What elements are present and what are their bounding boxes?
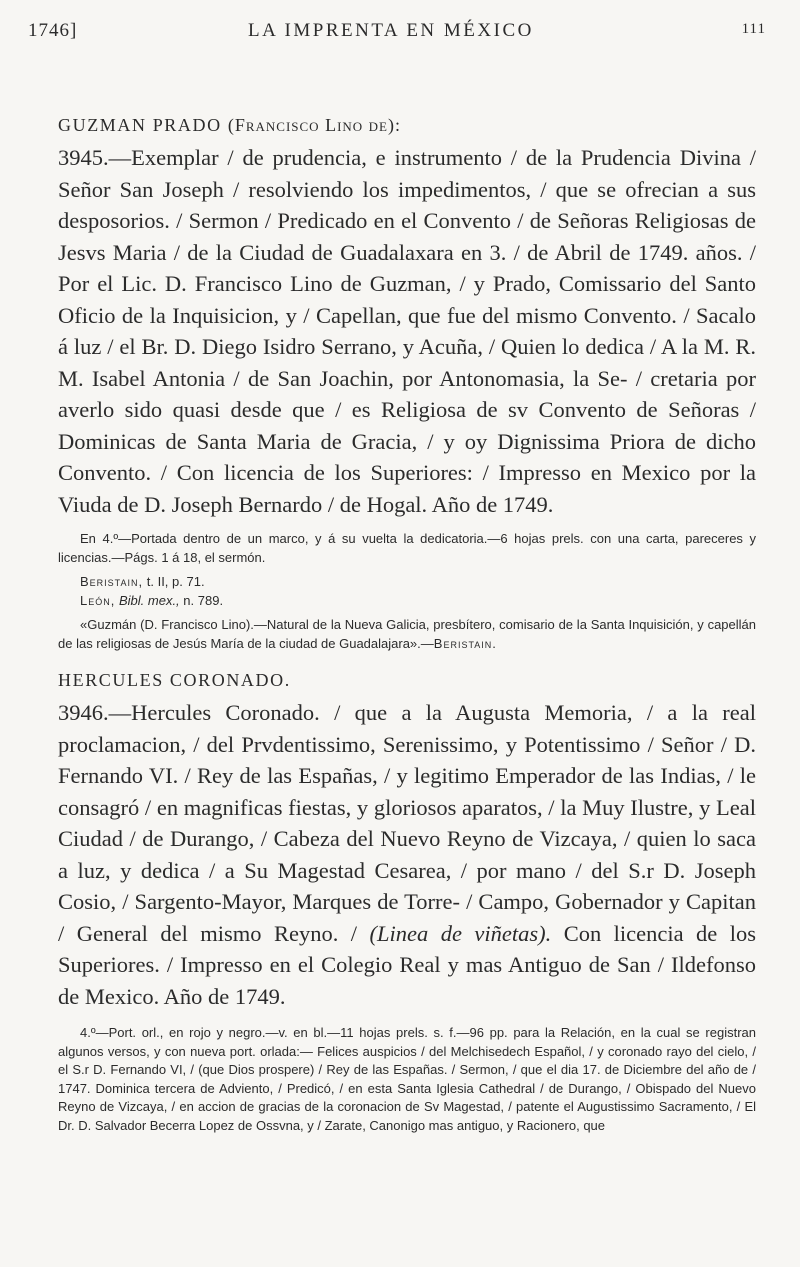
running-head <box>28 20 766 50</box>
biographical-source: Beristain. <box>433 635 497 651</box>
page-content <box>58 112 756 1135</box>
page-number: 111 <box>741 21 766 37</box>
biographical-quote: «Guzmán (D. Francisco Lino).—Natural de la Nueva Galicia, presbítero, comisario de la Santa Inquisición, y capellán de las religiosas de Jesús María de la ciudad de Guadalajara».— <box>58 617 756 651</box>
reference-author: León, <box>80 592 116 608</box>
entry-description <box>58 697 756 1012</box>
page-year: 1746] <box>28 20 78 41</box>
entry-description-ornament: (Linea de viñetas). <box>369 920 552 946</box>
author-name: GUZMAN PRADO <box>58 115 222 135</box>
biographical-note <box>58 616 756 653</box>
bibliographic-note: En 4.º—Portada dentro de un marco, y á su vuelta la dedicatoria.—6 hojas prels. con una carta, pareceres y licencias.—Págs. 1 á 18, el sermón. <box>58 531 756 565</box>
entry-description: 3945.—Exemplar / de prudencia, e instrumento / de la Prudencia Divina / Señor San Joseph / resolviendo los impedimentos, / que se ofrecian a sus desposorios. / Sermon / Predicado en el Convento / de Señoras Religiosas de Jesvs Maria / de la Ciudad de Guadalaxara en 3. / de Abril de 1749. años. / Por el Lic. D. Francisco Lino de Guzman, / y Prado, Comissario del Santo Oficio de la Inquisicion, y / Capellan, que fue del mismo Convento. / Sacalo á luz / el Br. D. Diego Isidro Serrano, y Acuña, / Quien lo dedica / A la M. R. M. Isabel Antonia / de San Joachin, por Antonomasia, la Se- / cretaria por averlo sido quasi desde que / es Religiosa de sv Convento de Señoras / Dominicas de Santa Maria de Gracia, / y oy Dignissima Priora de dicho Convento. / Con licencia de los Superiores: / Impresso en Mexico por la Viuda de D. Joseph Bernardo / de Hogal. Año de 1749. <box>58 145 756 517</box>
entry-heading <box>58 667 756 693</box>
reference-author: Beristain, <box>80 574 144 589</box>
bibliographic-note: 4.º—Port. orl., en rojo y negro.—v. en bl.—11 hojas prels. s. f.—96 pp. para la Relación, en la cual se registran algunos versos, y con nueva port. orlada:— Felices auspicios / del Melchisedech Español, / y coronado rayo del cielo, / el S.r D. Fernando VI, / (que Dios prospere) / Rey de las Españas. / Sermon, / que el dia 17. de Diciembre del año de / 1747. Dominica tercera de Adviento, / Predicó, / en esta Santa Iglesia Cathedral / de Durango, / Obispado del Nuevo Reyno de Vizcaya, / en accion de gracias de la coronacion de Sv Magestad, / patente el Augustissimo Sacramento, / El Dr. D. Salvador Becerra Lopez de Ossvna, y / Zarate, Canonigo mas antiguo, y Racionero, que <box>58 1025 756 1133</box>
entry-title-heading: HERCULES CORONADO. <box>58 670 291 690</box>
entry-description-start: 3946.—Hercules Coronado. / que a la Augusta Memoria, / a la real proclamacion, / del Prvdentissimo, Serenissimo, y Potentissimo / Señor / D. Fernando VI. / Rey de las Españas, / y legitimo Emperador de las Indias, / le consagró / en magnificas fiestas, y gloriosos aparatos, / la Muy Ilustre, y Leal Ciudad / de Durango, / Cabeza del Nuevo Reyno de Vizcaya, / quien lo saca a luz, y dedica / a Su Magestad Cesarea, / por mano / del S.r D. Joseph Cosio, / Sargento-Mayor, Marques de Torre- / Campo, Gobernador y Capitan / General del mismo Reyno. / <box>58 700 756 946</box>
entry-heading <box>58 112 756 138</box>
author-forename: (Francisco Lino de): <box>227 115 401 135</box>
reference-line <box>58 573 756 592</box>
reference-detail: t. II, p. 71. <box>146 574 205 589</box>
reference-detail: n. 789. <box>183 592 224 608</box>
reference-line <box>58 592 756 611</box>
reference-title: Bibl. mex., <box>118 592 180 608</box>
entry-description-end: Con licencia de los Superiores. / Impresso en el Colegio Real y mas Antiguo de San / Ildefonso de Mexico. Año de 1749. <box>58 920 756 1009</box>
page-title: LA IMPRENTA EN MÉXICO <box>248 20 534 41</box>
